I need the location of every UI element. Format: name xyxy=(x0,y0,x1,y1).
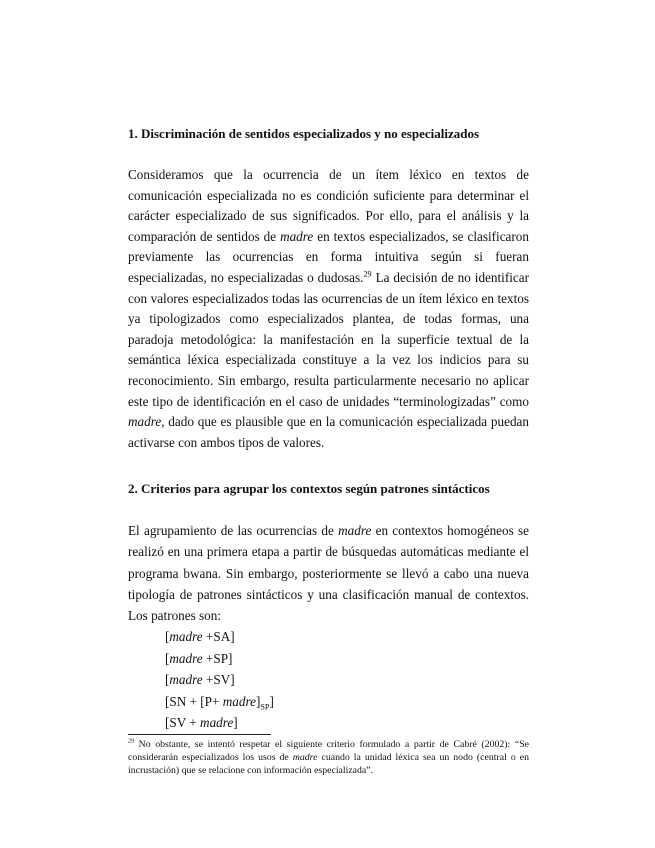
section-1-paragraph xyxy=(128,165,529,453)
emphasis: madre xyxy=(222,693,256,709)
text-run: [ xyxy=(165,672,170,687)
text-run: El agrupamiento de las ocurrencias de xyxy=(128,523,339,538)
text-run: +SA] xyxy=(202,629,235,644)
text-run: [SN + [P+ xyxy=(165,693,223,709)
text-run: en contextos homogéneos se realizó en una primera etapa a partir de búsquedas automáticas mediante el programa bwana. Sin embargo, posteriormente se llevó a cabo una nueva tipología de patrones sintácticos y una clasificación manual de contextos. Los patrones son: xyxy=(128,523,529,624)
emphasis: madre xyxy=(169,650,203,666)
emphasis: madre xyxy=(169,629,203,644)
pattern-item xyxy=(165,712,274,734)
emphasis: madre xyxy=(128,414,162,430)
text-run: [ xyxy=(165,629,170,644)
footnote-number: 29 xyxy=(128,738,135,745)
text-run: , dado que es plausible que en la comunicación especializada puedan activarse con ambos tipos de valores. xyxy=(128,414,529,450)
subscript: SP xyxy=(260,702,270,712)
pattern-item xyxy=(165,691,274,713)
section-1-heading: 1. Discriminación de sentidos especializados y no especializados xyxy=(128,126,479,141)
text-run: Consideramos que la ocurrencia de un ítem léxico en textos de comunicación especializada no es condición suficiente para determinar el carácter especializado de sus significados. Por ello, para el análisis y la comparación de sentidos de xyxy=(128,167,529,244)
text-run: ] xyxy=(233,715,238,730)
text-run: en textos especializados, se clasificaron previamente las ocurrencias en forma intuitiva según si fueran especializadas, no especializadas o dudosas. xyxy=(128,228,529,285)
emphasis: madre xyxy=(338,523,372,538)
text-run: No obstante, se intentó respetar el siguiente criterio formulado a partir de Cabré (2002): “Se considerarán especializados los usos de xyxy=(128,739,529,763)
section-2-heading: 2. Criterios para agrupar los contextos según patrones sintácticos xyxy=(128,481,490,496)
footnote-ref[interactable]: 29 xyxy=(363,269,372,279)
pattern-list xyxy=(165,626,274,734)
section-2-paragraph xyxy=(128,520,529,626)
pattern-item xyxy=(165,669,274,691)
emphasis: madre xyxy=(280,228,314,244)
text-run: ] xyxy=(255,693,261,709)
text-run: +SP] xyxy=(202,650,233,666)
text-run: La decisión de no identificar con valores especializados todas las ocurrencias de un ítem léxico en textos ya tipologizados como especializados plantea, de todas formas, una paradoja metodológica: la manifestación en la superficie textual de la semántica léxica especializada constituye a la vez los indicios para su reconocimiento. Sin embargo, resulta particularmente necesario no aplicar este tipo de identificación en el caso de unidades “terminologizadas” como xyxy=(128,269,529,409)
text-run: [ xyxy=(165,650,170,666)
pattern-item xyxy=(165,626,274,648)
text-run: +SV] xyxy=(202,672,235,687)
text-run: ] xyxy=(269,693,274,709)
pattern-item xyxy=(165,648,274,670)
text-run: cuando la unidad léxica sea un nodo (central o en incrustación) que se relacione con información especializada”. xyxy=(128,752,529,776)
footnote-divider xyxy=(128,734,271,735)
emphasis: madre xyxy=(169,672,203,687)
text-run: [SV + xyxy=(165,715,201,730)
emphasis: madre xyxy=(292,752,318,763)
emphasis: madre xyxy=(200,715,234,730)
footnote xyxy=(128,738,529,777)
